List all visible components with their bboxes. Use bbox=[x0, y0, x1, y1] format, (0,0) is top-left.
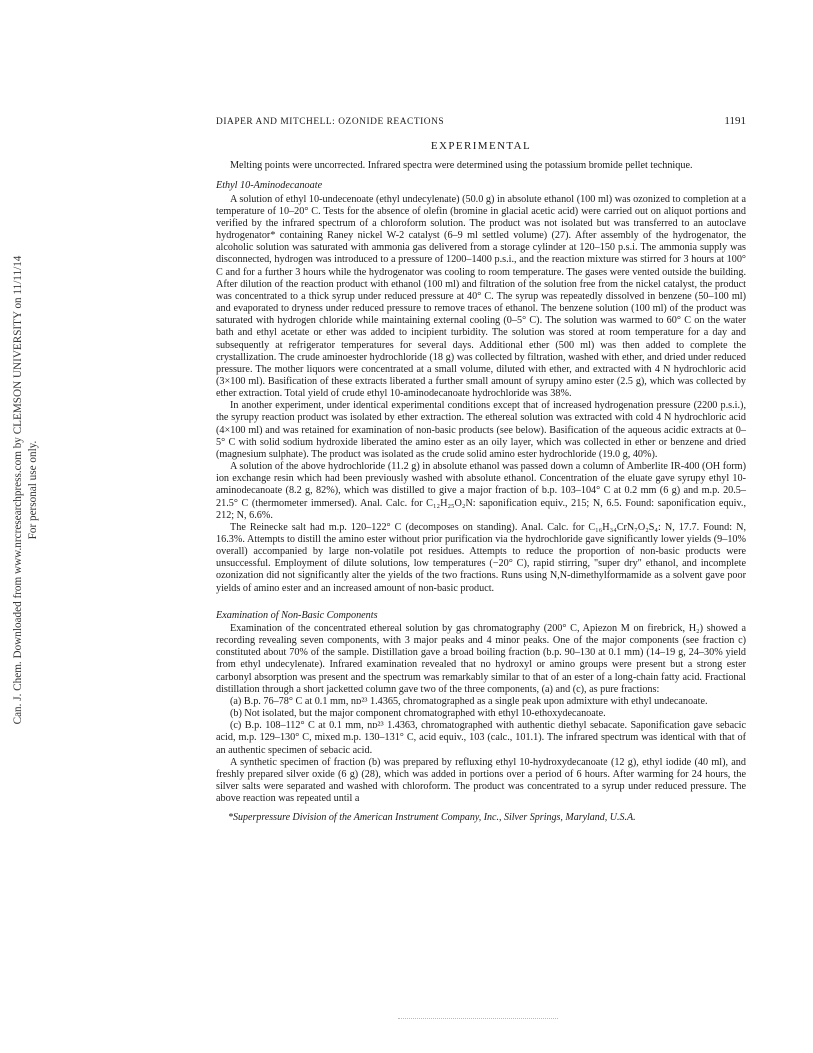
page-number: 1191 bbox=[724, 115, 746, 127]
download-watermark bbox=[4, 210, 48, 770]
article-page bbox=[216, 115, 746, 824]
watermark-line-2: For personal use only. bbox=[27, 440, 39, 540]
subsection-heading-aminodecanoate: Ethyl 10-Aminodecanoate bbox=[216, 180, 323, 192]
paragraph: In another experiment, under identical experimental conditions except that of increased hydrogenation pressure (2200 p.s.i.), the syrupy reaction product was isolated by ether extraction. The ethereal solution was extracted with cold 4 N hydrochloric acid (4×100 ml) and was retained for examination of non-basic products (see below). Basification of the aqueous acidic extracts at 0–5° C with solid sodium hydroxide liberated the amino ester as an oily layer, which was collected in ether or benzene and dried (magnesium sulphate). The product was isolated as the crude solid amino ester hydrochloride (19.0 g, 40%). bbox=[216, 400, 746, 460]
running-header bbox=[216, 115, 746, 128]
paragraph: A solution of ethyl 10-undecenoate (ethyl undecylenate) (50.0 g) in absolute ethanol (100 ml) was ozonized to completion at a temperature of 10–20° C. Tests for the absence of olefin (bromine in glacial acetic acid) were carried out on aliquot portions and verified by the infrared spectrum of a chloroform solution. The product was not isolated but was transferred to an autoclave hydrogenator* containing Raney nickel W-2 catalyst (6–9 ml settled volume) (27). After assembly of the hydrogenator, the alcoholic solution was saturated with ammonia gas delivered from a storage cylinder at 120–150 p.s.i. The ammonia supply was disconnected, hydrogen was introduced to a pressure of 1200–1400 p.s.i., and the reaction mixture was stirred for 3 hours at 100° C and for a further 3 hours while the hydrogenator was cooling to room temperature. The gases were vented outside the building. After dilution of the reaction product with ethanol (100 ml) and filtration of the solution free from the nickel catalyst, the product was concentrated to a thick syrup under reduced pressure at 40° C. The syrup was repeatedly dissolved in benzene (50–100 ml) and evaporated to dryness under reduced pressure to remove traces of ethanol. The benzene solution (100 ml) of the product was saturated with hydrogen chloride while maintaining external cooling (0–5° C). The solution was warmed to 60° C on the water bath and ethyl acetate or ether was added to incipient turbidity. The solution was stored at room temperature for a day and subsequently at refrigerator temperatures for several days. Additional ether (500 ml) was then added to complete the crystallization. The crude aminoester hydrochloride (18 g) was collected by filtration, washed with ether, and dried under reduced pressure. The mother liquors were concentrated at a small volume, diluted with ether, and extracted with 4 N hydrochloric acid (3×100 ml). Basification of these extracts liberated a further small amount of syrupy amino ester (2.5 g), which was collected by ether extraction. Total yield of crude ethyl 10-aminodecanoate hydrochloride was 38%. bbox=[216, 193, 746, 400]
paragraph: A solution of the above hydrochloride (11.2 g) in absolute ethanol was passed down a column of Amberlite IR-400 (OH form) ion exchange resin which had been previously washed with absolute ethanol. Concentration of the eluate gave syrupy ethyl 10-aminodecanoate (8.2 g, 82%), which was distilled to give a major fraction of b.p. 103–104° C at 0.2 mm (6 g) and m.p. 20.5–21.5° C (thermometer immersed). Anal. Calc. for C₁₂H₂₅O₂N: saponification equiv., 215; N, 6.5. Found: saponification equiv., 212; N, 6.6%. bbox=[216, 461, 746, 521]
section-title: EXPERIMENTAL bbox=[430, 140, 532, 153]
watermark-line-1: Can. J. Chem. Downloaded from www.nrcresearchpress.com by CLEMSON UNIVERSITY on 11/11/14 bbox=[12, 255, 24, 725]
paragraph: Examination of the concentrated ethereal solution by gas chromatography (200° C, Apiezon M on firebrick, H₂) showed a recording revealing seven components, with 3 major peaks and 4 minor peaks. One of the major components (see fraction c) constituted about 70% of the sample. Distillation gave a broad boiling fraction (b.p. 90–130 at 0.1 mm) (14–19 g, 24–30% yield from ethyl undecylenate). Infrared examination revealed that no hydroxyl or amino groups were present but a strong ester carbonyl absorption was present and the spectrum was remarkably similar to that of an ester of a long-chain fatty acid. Fractional distillation through a short jacketted column gave two of the three components, (a) and (c), as pure fractions: bbox=[216, 622, 746, 695]
paragraph: The Reinecke salt had m.p. 120–122° C (decomposes on standing). Anal. Calc. for C₁₆H₃₄CrN₇O₂S₄: N, 17.7. Found: N, 16.3%. Attempts to distill the amino ester without prior purification via the hydrochloride gave significantly lower yields (9–10% overall) accompanied by large non-volatile pot residues. Attempts to reduce the proportion of non-basic products were unsuccessful. Employment of dilute solutions, low temperatures (−20° C), rapid stirring, "super dry" ethanol, and incomplete ozonization did not significantly alter the yields of the two fractions. Runs using N,N-dimethylformamide as a solvent gave poor yields of amino ester and an increased amount of non-basic product. bbox=[216, 521, 746, 594]
watermark-text bbox=[11, 256, 41, 725]
footnote: *Superpressure Division of the American Instrument Company, Inc., Silver Springs, Maryland, U.S.A. bbox=[228, 812, 636, 824]
intro-paragraph: Melting points were uncorrected. Infrared spectra were determined using the potassium bromide pellet technique. bbox=[230, 160, 693, 172]
fraction-a: (a) B.p. 76–78° C at 0.1 mm, nᴅ²³ 1.4365, chromatographed as a single peak upon admixture with ethyl undecanoate. bbox=[230, 695, 708, 707]
fraction-c: (c) B.p. 108–112° C at 0.1 mm, nᴅ²³ 1.4363, chromatographed with authentic diethyl sebacate. Saponification gave sebacic acid, m.p. 129–130° C, mixed m.p. 130–131° C, acid equiv., 103 (calc., 101.1). The infrared spectrum was identical with that of an authentic specimen of sebacic acid. bbox=[216, 720, 746, 756]
scan-artifact bbox=[398, 1018, 558, 1020]
running-title: DIAPER AND MITCHELL: OZONIDE REACTIONS bbox=[216, 117, 445, 127]
subsection-heading-non-basic: Examination of Non-Basic Components bbox=[216, 609, 378, 621]
paragraph: A synthetic specimen of fraction (b) was prepared by refluxing ethyl 10-hydroxydecanoate (12 g), ethyl iodide (40 ml), and freshly prepared silver oxide (6 g) (28), which was added in portions over a period of 6 hours. After warming for 24 hours, the silver salts were separated and washed with chloroform. The product was concentrated to a syrup under reduced pressure. The above reaction was repeated until a bbox=[216, 756, 746, 805]
fraction-b: (b) Not isolated, but the major component chromatographed with ethyl 10-ethoxydecanoate. bbox=[230, 708, 606, 720]
